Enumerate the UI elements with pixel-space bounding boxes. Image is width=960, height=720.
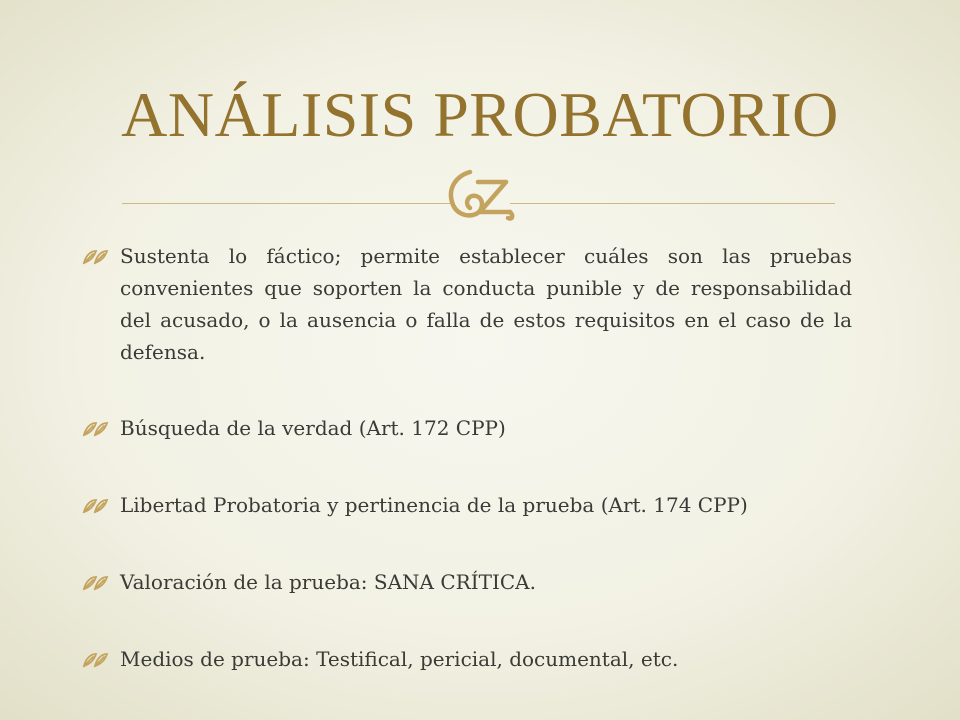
bullet-text: Búsqueda de la verdad (Art. 172 CPP) [120,416,506,440]
slide-title: ANÁLISIS PROBATORIO [121,79,839,150]
double-leaf-bullet-icon [82,421,112,437]
title-rule-left [122,203,450,204]
bullet-item-4 [82,566,852,598]
bullet-item-1 [82,240,852,368]
bullet-item-3 [82,489,852,521]
bullet-text: Libertad Probatoria y pertinencia de la prueba (Art. 174 CPP) [120,493,748,517]
flourish-ornament-icon [442,168,518,222]
bullet-list [82,240,852,720]
title-rule-right [510,203,835,204]
double-leaf-bullet-icon [82,249,112,265]
bullet-text: Medios de prueba: Testifical, pericial, documental, etc. [120,647,679,671]
double-leaf-bullet-icon [82,498,112,514]
double-leaf-bullet-icon [82,652,112,668]
bullet-text: Valoración de la prueba: SANA CRÍTICA. [120,570,536,594]
bullet-text: Sustenta lo fáctico; permite establecer cuáles son las pruebas convenientes que soporten la conducta punible y de responsabilidad del acusado, o la ausencia o falla de estos requisitos en el caso de la defensa. [120,244,852,364]
double-leaf-bullet-icon [82,575,112,591]
bullet-item-5 [82,643,852,675]
bullet-item-2 [82,412,852,444]
